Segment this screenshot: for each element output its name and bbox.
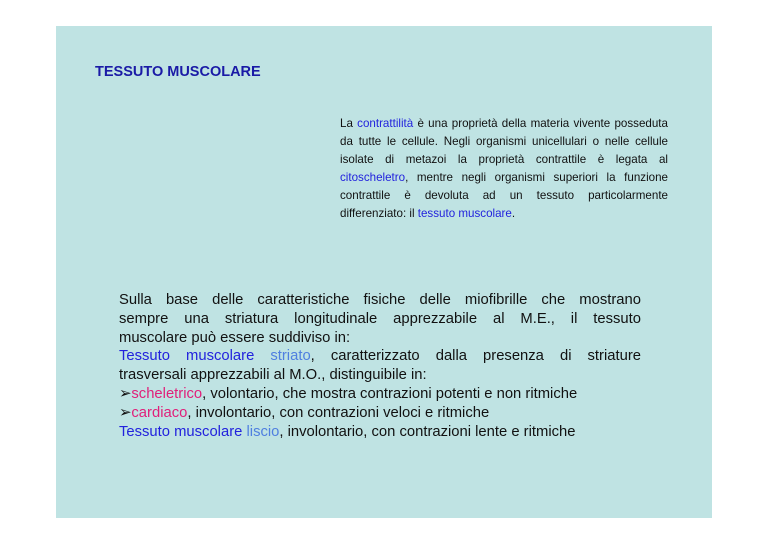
term-citoscheletro: citoscheletro — [340, 171, 406, 184]
intro-text-3: , mentre negli organismi superiori la funzione contrattile è devoluta ad un tessuto particolarmente differenziato: il — [340, 171, 668, 220]
term-striato: striato — [270, 348, 311, 365]
arrow-bullet-icon: ➢ — [119, 404, 132, 421]
bullet-scheletrico — [119, 385, 641, 404]
bullet-cardiaco — [119, 404, 641, 423]
intro-text-1: La — [340, 117, 358, 130]
term-scheletrico: scheletrico — [131, 385, 203, 402]
liscio-prefix: Tessuto muscolare — [119, 423, 243, 440]
striato-rest: , caratterizzato dalla presenza di striature — [310, 348, 641, 365]
striato-prefix: Tessuto muscolare — [119, 348, 271, 365]
body-line-2: sempre una striatura longitudinale apprezzabile al M.E., il tessuto — [119, 310, 641, 327]
body-line-1: Sulla base delle caratteristiche fisiche delle miofibrille che mostrano — [119, 292, 641, 308]
arrow-bullet-icon: ➢ — [119, 385, 132, 402]
slide — [56, 26, 712, 518]
term-cardiaco: cardiaco — [131, 404, 188, 421]
intro-paragraph — [340, 115, 668, 223]
liscio-rest: , involontario, con contrazioni lente e ritmiche — [279, 423, 576, 440]
term-contrattilita: contrattilità — [357, 117, 414, 130]
body-line-striato — [119, 347, 641, 366]
scheletrico-rest: , volontario, che mostra contrazioni potenti e non ritmiche — [202, 385, 578, 402]
body-text — [119, 291, 641, 441]
body-line-liscio — [119, 423, 641, 442]
body-line-5: trasversali apprezzabili al M.O., distinguibile in: — [119, 367, 427, 384]
term-tessuto-muscolare: tessuto muscolare — [417, 207, 512, 220]
intro-text-2: è una proprietà della materia vivente posseduta da tutte le cellule. Negli organismi unicellulari o nelle cellule isolate di metazoi la proprietà contrattile è legata al — [340, 117, 668, 166]
term-liscio: liscio — [246, 423, 280, 440]
slide-title: TESSUTO MUSCOLARE — [95, 64, 261, 80]
cardiaco-rest: , involontario, con contrazioni veloci e ritmiche — [187, 404, 490, 421]
body-line-3: muscolare può essere suddiviso in: — [119, 329, 351, 346]
intro-text-4: . — [511, 207, 516, 220]
